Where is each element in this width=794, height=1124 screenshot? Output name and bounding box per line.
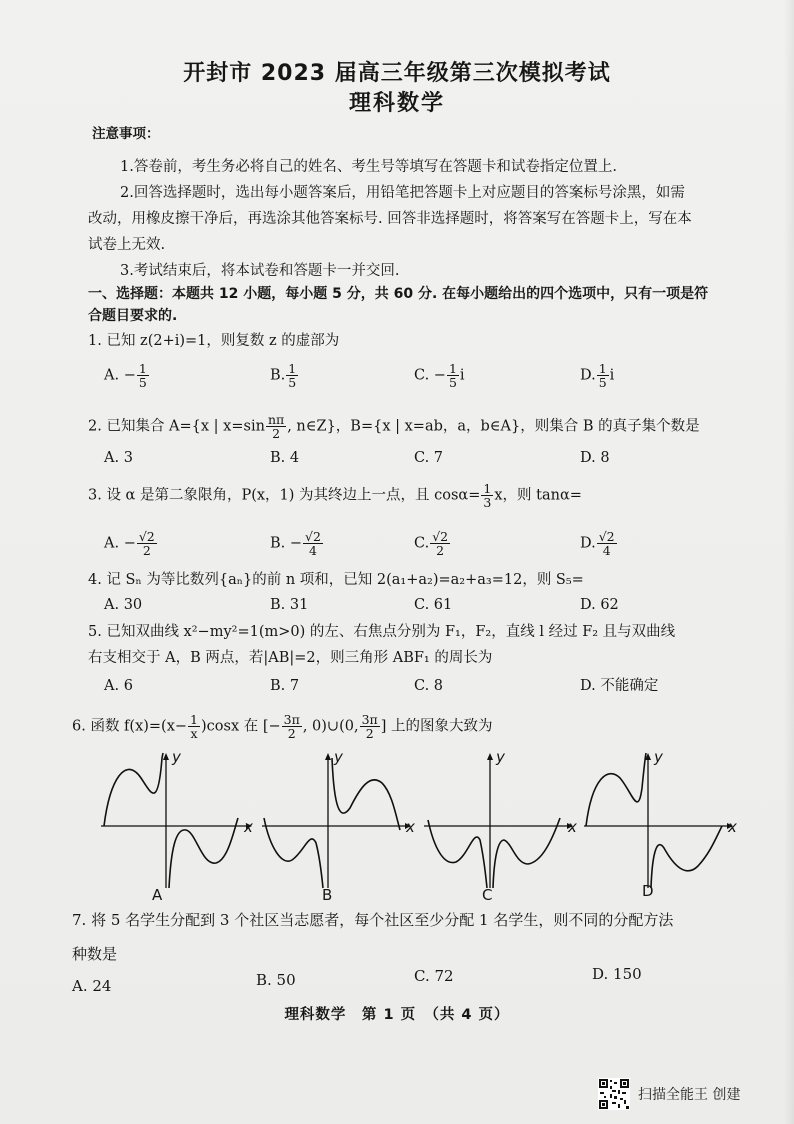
question-7-option-c: C. 72 bbox=[414, 967, 454, 985]
graph-c-label: C bbox=[482, 886, 493, 904]
graph-c-plot bbox=[422, 748, 582, 908]
notice-item-1: 1.答卷前，考生务必将自己的姓名、考生号等填写在答题卡和试卷指定位置上. bbox=[120, 159, 617, 175]
question-5-option-c: C. 8 bbox=[414, 678, 444, 694]
question-4-option-a: A. 30 bbox=[104, 597, 143, 613]
curve-right bbox=[169, 818, 238, 888]
y-axis-arrow-icon bbox=[163, 753, 169, 760]
question-5-option-a: A. 6 bbox=[104, 678, 133, 694]
y-axis-arrow-icon bbox=[325, 753, 331, 760]
page-footer: 理科数学 第 1 页 （共 4 页） bbox=[284, 1007, 510, 1023]
question-7-option-b: B. 50 bbox=[256, 971, 296, 989]
question-7-option-d: D. 150 bbox=[592, 965, 642, 983]
question-5-stem: 5. 已知双曲线 x²−my²=1(m>0) 的左、右焦点分别为 F₁，F₂，直线 l 经过 F₂ 且与双曲线 bbox=[88, 624, 676, 640]
question-2-option-d: D. 8 bbox=[580, 450, 610, 466]
question-1-option-d: D. $\frac{1}{5}$ i bbox=[580, 361, 615, 390]
graph-d-y-label: y bbox=[654, 748, 663, 766]
graph-a bbox=[96, 748, 256, 908]
question-3-option-d: D. $\frac{√2}{4}$ bbox=[580, 529, 615, 558]
question-4-option-c: C. 61 bbox=[414, 597, 453, 613]
y-axis-arrow-icon bbox=[487, 753, 493, 760]
question-7-option-a: A. 24 bbox=[72, 977, 112, 995]
question-2-option-c: C. 7 bbox=[414, 450, 444, 466]
question-2-option-b: B. 4 bbox=[270, 450, 300, 466]
graph-c bbox=[422, 748, 582, 908]
question-4-option-d: D. 62 bbox=[580, 597, 619, 613]
question-3-option-a: A. − $\frac{√2}{2}$ bbox=[104, 529, 155, 558]
question-3-option-b: B. − $\frac{√2}{4}$ bbox=[270, 529, 321, 558]
section-heading-cont: 合题目要求的. bbox=[88, 308, 178, 324]
question-7-stem-cont: 种数是 bbox=[72, 945, 118, 963]
notice-heading: 注意事项： bbox=[92, 126, 160, 142]
question-1-option-a: A. − $\frac{1}{5}$ bbox=[104, 361, 147, 390]
graph-b-y-label: y bbox=[334, 748, 343, 766]
curve-right bbox=[332, 758, 400, 830]
notice-item-2-end: 试卷上无效. bbox=[88, 237, 166, 253]
question-6-stem: 6. 函数 f(x)=(x− $\frac{1}{x}$ )cosx 在 [− $\frac{3\pi}{2}$ , 0)∪(0, $\frac{3\pi}{2}$ ] 上的图象大致为 bbox=[72, 712, 493, 741]
graph-d-x-label: x bbox=[728, 818, 737, 836]
qr-code-icon bbox=[598, 1078, 630, 1110]
question-4-stem: 4. 记 Sₙ 为等比数列{aₙ}的前 n 项和，已知 2(a₁+a₂)=a₂+a₃=12，则 S₅= bbox=[88, 572, 584, 588]
graph-a-plot bbox=[96, 748, 256, 908]
graph-b-label: B bbox=[322, 886, 333, 904]
question-5-stem-cont: 右支相交于 A，B 两点，若|AB|=2，则三角形 ABF₁ 的周长为 bbox=[88, 650, 493, 666]
curve-right bbox=[493, 818, 560, 888]
question-1-option-c: C. − $\frac{1}{5}$ i bbox=[414, 361, 465, 390]
graph-d-plot bbox=[582, 748, 742, 908]
graph-b-plot bbox=[260, 748, 420, 908]
section-heading: 一、选择题：本题共 12 小题，每小题 5 分，共 60 分. 在每小题给出的四个选项中，只有一项是符 bbox=[88, 286, 709, 302]
question-5-option-d: D. 不能确定 bbox=[580, 678, 659, 694]
graph-d bbox=[582, 748, 742, 908]
question-2-option-a: A. 3 bbox=[104, 450, 133, 466]
notice-item-3: 3.考试结束后，将本试卷和答题卡一并交回. bbox=[120, 263, 400, 279]
question-1-stem: 1. 已知 z(2+i)=1，则复数 z 的虚部为 bbox=[88, 333, 340, 349]
question-7-stem: 7. 将 5 名学生分配到 3 个社区当志愿者，每个社区至少分配 1 名学生，则不同的分配方法 bbox=[72, 911, 674, 929]
question-3-stem: 3. 设 α 是第二象限角，P(x，1) 为其终边上一点，且 cosα= $\frac{1}{3}$ x，则 tanα= bbox=[88, 481, 582, 510]
graph-a-x-label: x bbox=[244, 818, 253, 836]
graph-b bbox=[260, 748, 420, 908]
question-4-option-b: B. 31 bbox=[270, 597, 309, 613]
question-3-option-c: C. $\frac{√2}{2}$ bbox=[414, 529, 449, 558]
graph-a-label: A bbox=[152, 886, 163, 904]
curve-left bbox=[428, 820, 487, 888]
exam-subject: 理科数学 bbox=[348, 91, 445, 116]
graph-c-x-label: x bbox=[568, 818, 577, 836]
curve-left bbox=[264, 818, 323, 888]
scanner-watermark bbox=[598, 1078, 778, 1110]
question-5-option-b: B. 7 bbox=[270, 678, 300, 694]
exam-title: 开封市 2023 届高三年级第三次模拟考试 bbox=[183, 61, 611, 86]
graph-c-y-label: y bbox=[496, 748, 505, 766]
question-2-stem: 2. 已知集合 A={x | x=sin $\frac{n\pi}{2}$ , n∈Z}，B={x | x=ab，a，b∈A}，则集合 B 的真子集个数是 bbox=[88, 412, 700, 441]
page-edge-shadow bbox=[784, 0, 794, 1124]
graph-b-x-label: x bbox=[406, 818, 415, 836]
graph-a-y-label: y bbox=[172, 748, 181, 766]
curve-left bbox=[104, 753, 163, 826]
question-1-option-b: B. $\frac{1}{5}$ bbox=[270, 361, 297, 390]
curve-left bbox=[586, 753, 646, 826]
question-6-graphs bbox=[96, 748, 746, 908]
graph-d-label: D bbox=[642, 882, 654, 900]
watermark-text: 扫描全能王 创建 bbox=[638, 1087, 741, 1103]
notice-item-2-cont: 改动，用橡皮擦干净后，再选涂其他答案标号. 回答非选择题时，将答案写在答题卡上，写在本 bbox=[88, 211, 692, 227]
notice-item-2: 2.回答选择题时，选出每小题答案后，用铅笔把答题卡上对应题目的答案标号涂黑，如需 bbox=[120, 185, 685, 201]
curve-right bbox=[651, 826, 722, 888]
